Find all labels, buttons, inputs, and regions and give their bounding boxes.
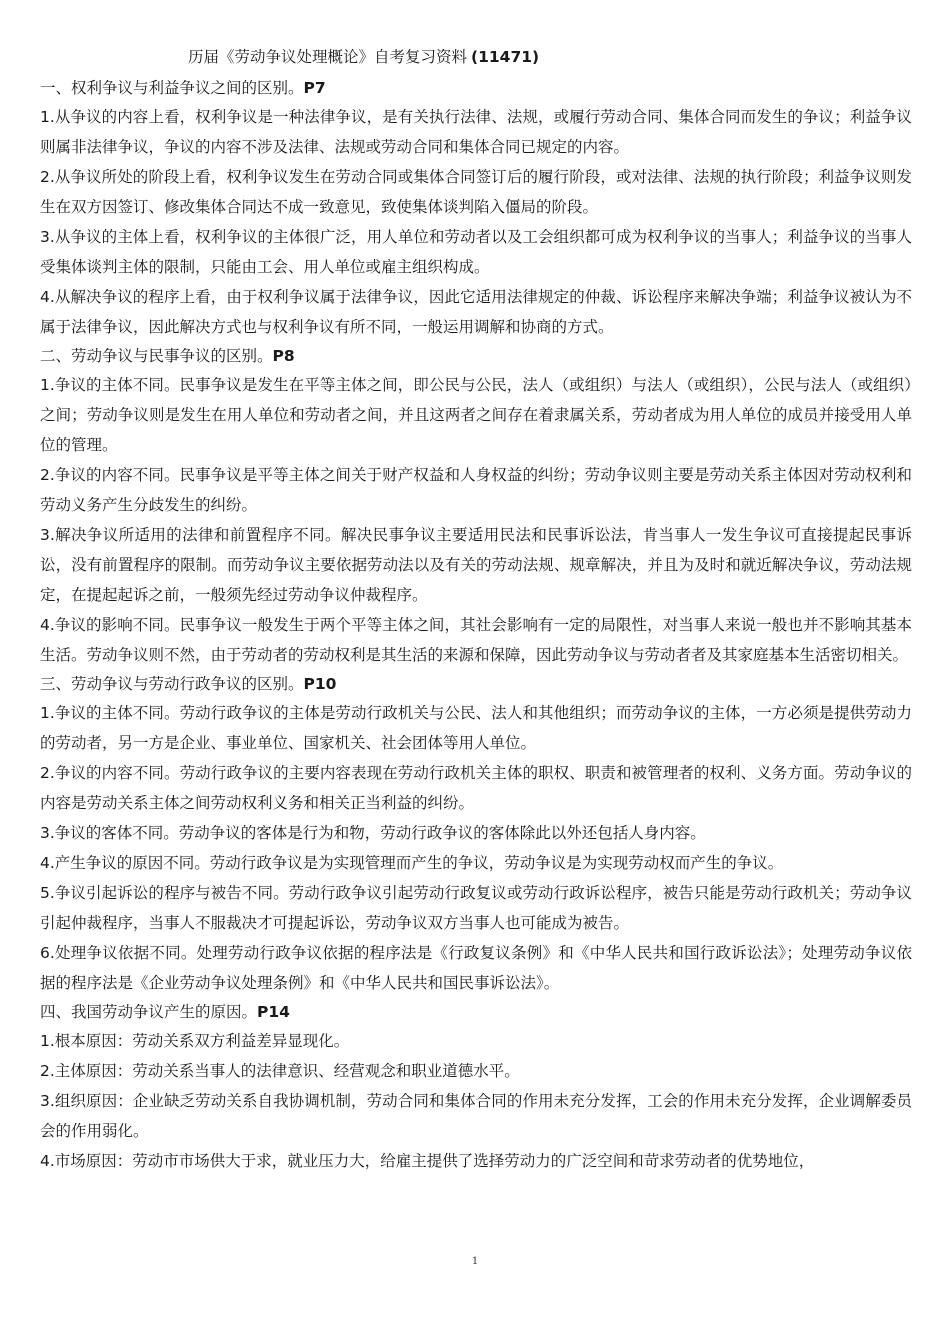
list-item [40,1146,912,1176]
list-item [40,282,912,342]
item-text: 争议的主体不同。民事争议是发生在平等主体之间，即公民与公民，法人（或组织）与法人（或组织），公民与法人（或组织）之间；劳动争议则是发生在用人单位和劳动者之间，并且这两者之间存在着隶属关系，劳动者成为用人单位的成员并接受用人单位的管理。 [40,376,912,454]
page-reference: P7 [303,79,326,97]
list-item [40,878,912,938]
page-number: 1 [471,1256,479,1267]
item-text: 市场原因：劳动市市场供大于求，就业压力大，给雇主提供了选择劳动力的广泛空间和苛求劳动者的优势地位， [54,1152,815,1170]
course-code: (11471) [471,48,540,66]
item-number: 3. [40,1092,55,1110]
item-text: 从争议的内容上看，权利争议是一种法律争议，是有关执行法律、法规，或履行劳动合同、集体合同而发生的争议；利益争议则属非法律争议，争议的内容不涉及法律、法规或劳动合同和集体合同已规定的内容。 [40,108,912,156]
section-heading-text: 四、我国劳动争议产生的原因。 [40,1003,258,1021]
section-heading [40,998,912,1026]
section-heading [40,342,912,370]
item-text: 从争议所处的阶段上看，权利争议发生在劳动合同或集体合同签订后的履行阶段，或对法律、法规的执行阶段；利益争议则发生在双方因签订、修改集体合同达不成一致意见，致使集体谈判陷入僵局的阶段。 [40,168,912,216]
item-number: 2. [40,168,55,186]
item-text: 解决争议所适用的法律和前置程序不同。解决民事争议主要适用民法和民事诉讼法，肯当事人一发生争议可直接提起民事诉讼，没有前置程序的限制。而劳动争议主要依据劳动法以及有关的劳动法规、规章解决，并且为及时和就近解决争议，劳动法规定，在提起起诉之前，一般须先经过劳动争议仲裁程序。 [40,526,912,604]
section-heading-text: 三、劳动争议与劳动行政争议的区别。 [40,675,304,693]
document-body [40,74,912,1176]
list-item [40,698,912,758]
section-heading-text: 二、劳动争议与民事争议的区别。 [40,347,273,365]
item-text: 从解决争议的程序上看，由于权利争议属于法律争议，因此它适用法律规定的仲裁、诉讼程序来解决争端；利益争议被认为不属于法律争议，因此解决方式也与权利争议有所不同，一般运用调解和协商的方式。 [40,288,912,336]
item-number: 4. [40,616,55,634]
item-number: 1. [40,108,55,126]
section-heading-text: 一、权利争议与利益争议之间的区别。 [40,79,304,97]
document-title-text: 历届《劳动争议处理概论》自考复习资料 [188,48,468,66]
item-number: 4. [40,1152,55,1170]
list-item [40,222,912,282]
list-item [40,818,912,848]
item-text: 处理争议依据不同。处理劳动行政争议依据的程序法是《行政复议条例》和《中华人民共和国行政诉讼法》；处理劳动争议依据的程序法是《企业劳动争议处理条例》和《中华人民共和国民事诉讼法》。 [40,944,912,992]
item-number: 6. [40,944,55,962]
item-number: 4. [40,288,55,306]
item-number: 2. [40,466,55,484]
list-item [40,938,912,998]
list-item [40,1026,912,1056]
item-text: 争议的主体不同。劳动行政争议的主体是劳动行政机关与公民、法人和其他组织；而劳动争议的主体，一方必须是提供劳动力的劳动者，另一方是企业、事业单位、国家机关、社会团体等用人单位。 [40,704,912,752]
list-item [40,370,912,460]
item-text: 主体原因：劳动关系当事人的法律意识、经营观念和职业道德水平。 [54,1062,520,1080]
section-heading [40,670,912,698]
list-item [40,758,912,818]
list-item [40,1086,912,1146]
item-text: 争议的客体不同。劳动争议的客体是行为和物，劳动行政争议的客体除此以外还包括人身内容。 [54,824,706,842]
item-text: 争议的影响不同。民事争议一般发生于两个平等主体之间，其社会影响有一定的局限性，对当事人来说一般也并不影响其基本生活。劳动争议则不然，由于劳动者的劳动权利是其生活的来源和保障，因此劳动争议与劳动者者及其家庭基本生活密切相关。 [40,616,912,664]
item-number: 3. [40,526,55,544]
document-page [40,44,912,1176]
list-item [40,848,912,878]
list-item [40,1056,912,1086]
item-number: 1. [40,704,55,722]
item-number: 2. [40,764,55,782]
item-text: 从争议的主体上看，权利争议的主体很广泛，用人单位和劳动者以及工会组织都可成为权利争议的当事人；利益争议的当事人受集体谈判主体的限制，只能由工会、用人单位或雇主组织构成。 [40,228,912,276]
item-number: 4. [40,854,55,872]
item-text: 产生争议的原因不同。劳动行政争议是为实现管理而产生的争议，劳动争议是为实现劳动权而产生的争议。 [54,854,784,872]
item-text: 争议引起诉讼的程序与被告不同。劳动行政争议引起劳动行政复议或劳动行政诉讼程序，被告只能是劳动行政机关；劳动争议引起仲裁程序，当事人不服裁决才可提起诉讼，劳动争议双方当事人也可能成为被告。 [40,884,912,932]
item-number: 2. [40,1062,55,1080]
section-heading [40,74,912,102]
document-title [40,44,912,70]
item-text: 根本原因：劳动关系双方利益差异显现化。 [54,1032,350,1050]
list-item [40,520,912,610]
item-text: 组织原因：企业缺乏劳动关系自我协调机制，劳动合同和集体合同的作用未充分发挥，工会的作用未充分发挥，企业调解委员会的作用弱化。 [40,1092,912,1140]
item-text: 争议的内容不同。劳动行政争议的主要内容表现在劳动行政机关主体的职权、职责和被管理者的权利、义务方面。劳动争议的内容是劳动关系主体之间劳动权利义务和相关正当利益的纠纷。 [40,764,912,812]
page-reference: P8 [272,347,295,365]
item-number: 3. [40,824,55,842]
page-reference: P10 [303,675,337,693]
page-reference: P14 [257,1003,290,1021]
item-number: 5. [40,884,55,902]
list-item [40,610,912,670]
item-text: 争议的内容不同。民事争议是平等主体之间关于财产权益和人身权益的纠纷；劳动争议则主要是劳动关系主体因对劳动权利和劳动义务产生分歧发生的纠纷。 [40,466,912,514]
list-item [40,460,912,520]
item-number: 1. [40,1032,55,1050]
list-item [40,162,912,222]
list-item [40,102,912,162]
item-number: 1. [40,376,55,394]
item-number: 3. [40,228,55,246]
